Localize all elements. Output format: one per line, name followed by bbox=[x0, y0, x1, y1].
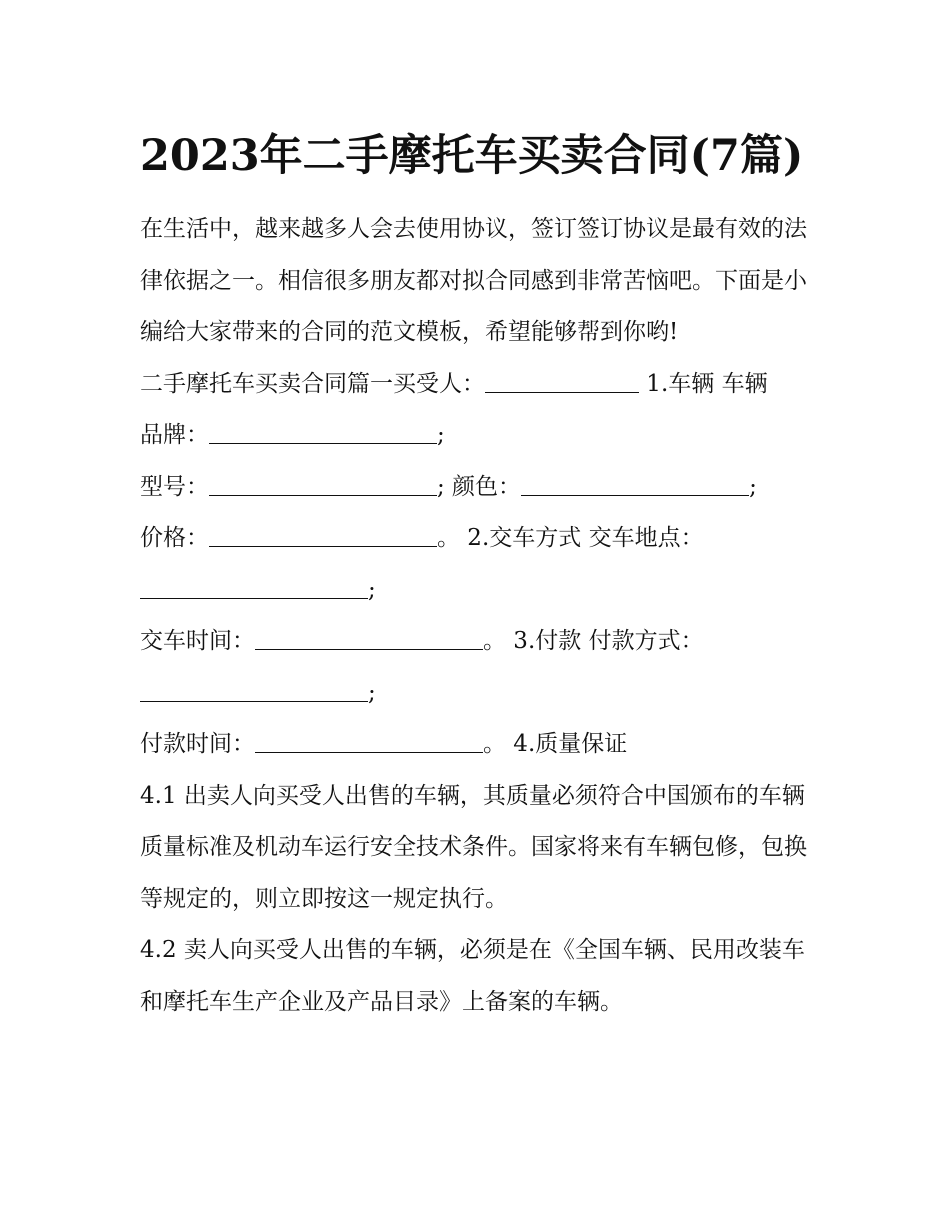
intro-paragraph: 在生活中，越来越多人会去使用协议，签订签订协议是最有效的法律依据之一。相信很多朋友都对拟合同感到非常苦恼吧。下面是小编给大家带来的合同的范文模板，希望能够帮到你哟! bbox=[140, 216, 807, 345]
delivery-time-line bbox=[140, 616, 820, 719]
brand-end: ; bbox=[437, 422, 445, 448]
price-delivery-line bbox=[140, 513, 820, 616]
delivery-place-end: ; bbox=[368, 576, 376, 603]
document-title: 2023年二手摩托车买卖合同(7篇) bbox=[140, 131, 804, 181]
buyer-label: 二手摩托车买卖合同篇一买受人： bbox=[140, 370, 485, 397]
brand-label: 品牌： bbox=[140, 422, 209, 448]
model-color-line bbox=[140, 462, 820, 514]
delivery-place-blank bbox=[140, 578, 368, 599]
color-blank bbox=[521, 475, 749, 496]
price-blank bbox=[209, 526, 437, 547]
payment-method-end: ; bbox=[368, 679, 376, 706]
delivery-time-blank bbox=[255, 629, 483, 650]
model-blank bbox=[209, 475, 437, 496]
model-label: 型号： bbox=[140, 473, 209, 500]
color-end: ; bbox=[749, 473, 757, 500]
payment-time-label: 付款时间： bbox=[140, 731, 255, 757]
delivery-place-label: 。 2.交车方式 交车地点： bbox=[437, 525, 704, 551]
delivery-time-label: 交车时间： bbox=[140, 628, 255, 654]
clause-4-2: 4.2 卖人向买受人出售的车辆，必须是在《全国车辆、民用改装车和摩托车生产企业及产品目录》上备案的车辆。 bbox=[140, 937, 805, 1015]
payment-method-label: 。 3.付款 付款方式： bbox=[483, 628, 704, 654]
payment-time-blank bbox=[255, 732, 483, 753]
vehicle-heading: 1.车辆 车辆 bbox=[639, 370, 768, 397]
document-page bbox=[140, 118, 820, 1028]
brand-blank bbox=[209, 423, 437, 444]
buyer-blank bbox=[485, 372, 639, 393]
contract-buyer-line bbox=[140, 359, 820, 462]
price-label: 价格： bbox=[140, 525, 209, 551]
clause-4-1: 4.1 出卖人向买受人出售的车辆，其质量必须符合中国颁布的车辆质量标准及机动车运行安全技术条件。国家将来有车辆包修，包换等规定的，则立即按这一规定执行。 bbox=[140, 782, 807, 912]
payment-method-blank bbox=[140, 681, 368, 702]
quality-heading: 。 4.质量保证 bbox=[483, 731, 628, 757]
payment-time-line bbox=[140, 719, 820, 771]
color-label: ; 颜色： bbox=[437, 473, 522, 500]
